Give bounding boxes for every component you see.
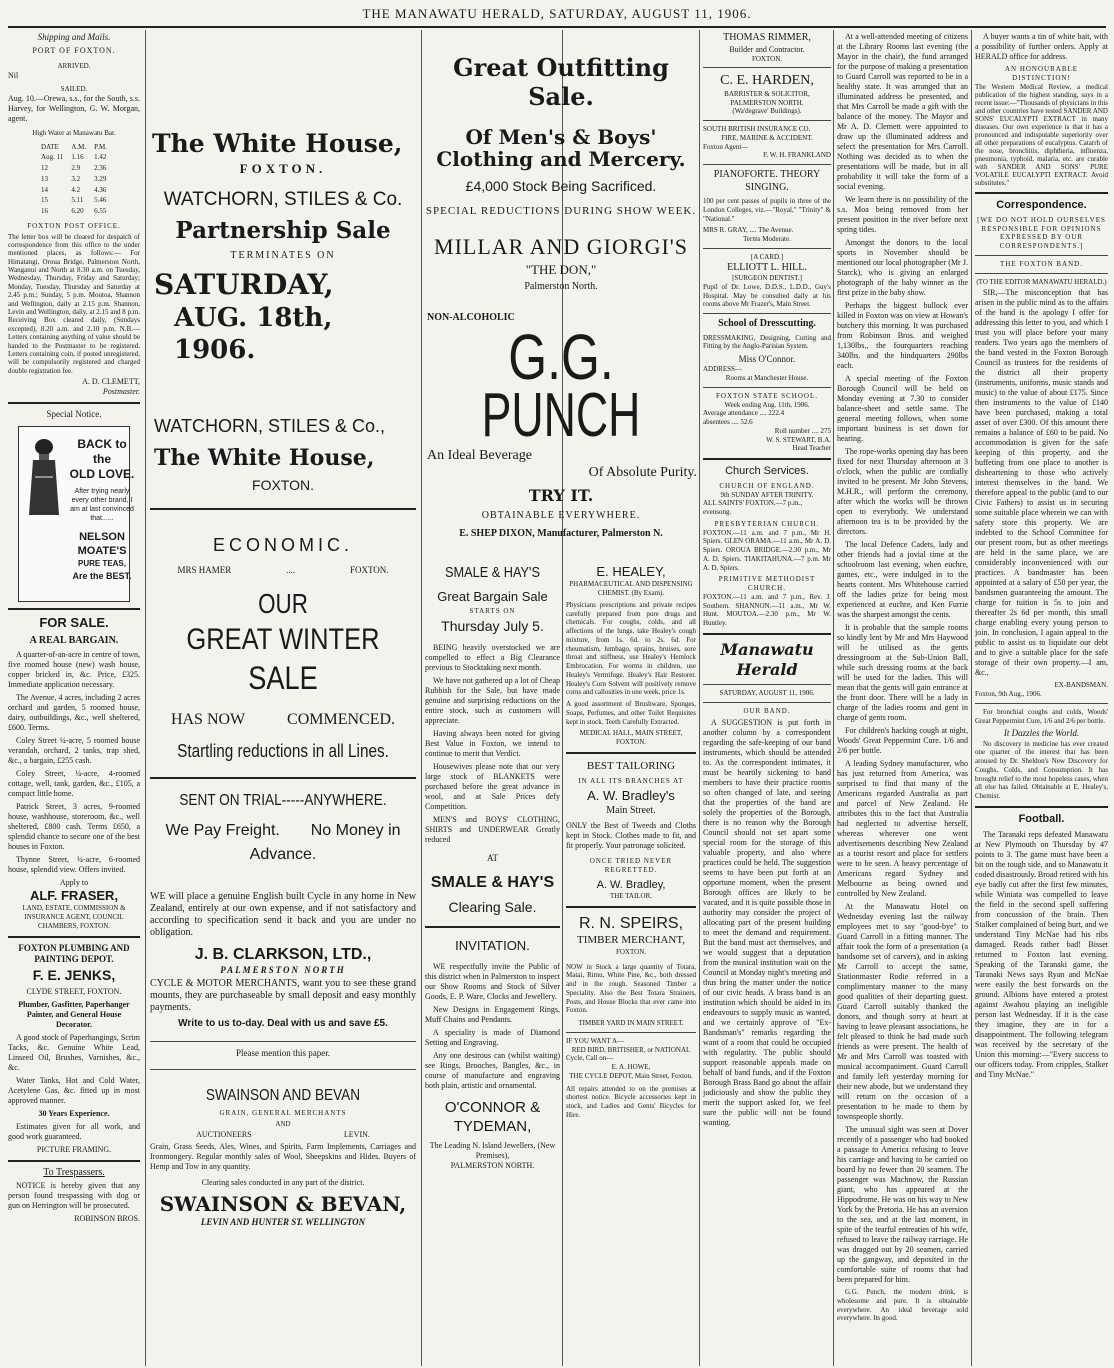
ad-text: We Pay Freight. (165, 821, 280, 839)
section-heading: Correspondence. (996, 199, 1087, 212)
paragraph: CYCLE & MOTOR MERCHANTS, want you to see these grand mounts, they are purchaseable by small deposit and easy monthly payments. (150, 978, 416, 1013)
section-heading: Special Notice. (46, 409, 102, 420)
column-rule (421, 30, 422, 1366)
disclaimer: [WE DO NOT HOLD OURSELVES RESPONSIBLE FOR OPINIONS EXPRESSED BY OUR CORRESPONDENTS.] (977, 215, 1106, 251)
paragraph: ONLY the Best of Tweeds and Cloths kept in Stock. Clothes made to fit, and fit properly. Your patronage solicited. (566, 821, 696, 850)
masthead-rule (8, 26, 1106, 28)
ad-text: Write to us to-day. Deal with us and save £5. (178, 1018, 388, 1029)
ad-text: .... (286, 564, 296, 575)
table-row (38, 175, 110, 184)
ad-text: LEVIN AND HUNTER ST. WELLINGTON (200, 1217, 366, 1228)
ad-headline: BEST TAILORING (586, 759, 676, 772)
article-body: For children's hacking cough at night, Woods' Great Peppermint Cure. 1/6 and 2/6 per bottle. (837, 726, 968, 755)
divider (150, 508, 416, 510)
ad-text: IN ALL ITS BRANCHES AT (578, 776, 684, 785)
paragraph: Grain, Grass Seeds, Ales, Wines, and Spirits, Farm Implements, Carriages and Ironmongery. Regular monthly sales of Wool, Sheepskins and Hides. Buyers of Hemp and Tow in any quantity. (150, 1142, 416, 1172)
table-cell: Aug. 11 (41, 153, 64, 162)
ad-headline: Great Bargain Sale (437, 588, 548, 604)
ad-text: Of Absolute Purity. (588, 465, 697, 480)
ad-text: TRY IT. (528, 485, 594, 505)
section-heading: FOXTON PLUMBING AND PAINTING DEPOT. (18, 942, 130, 964)
ad-text: (Wa'degrave' Buildings). (732, 107, 802, 116)
column-1 (8, 32, 140, 1364)
ad-text: COMMENCED. (287, 711, 396, 729)
ad-text: Miss O'Connor. (738, 354, 796, 364)
ad-text-row (150, 565, 416, 576)
ad-headline: ECONOMIC. (212, 535, 353, 555)
ad-text-row (150, 710, 416, 730)
ad-headline: Great Outfitting Sale. (453, 53, 669, 111)
table-cell: 6.55 (94, 207, 107, 215)
table-cell: 16 (41, 207, 49, 215)
ad-text: "THE DON," (525, 262, 597, 278)
signature: W. S. STEWART, B.A. (766, 435, 831, 444)
article-body: At the Manawatu Hotel on Wednesday evening last the railway employees met to say "good-bye" to Guard Carroll in a fitting manner. The affair took the form of a presentation (a handsome set of carvers), and in asking Mr Carroll to accept the same, Stationmaster Rodie referred in a complimentary manner to the many good qualities of their departing guest. Guard Carroll suitably thanked the donors, and though sorry at heart at having to leave pleasant associations, he felt pleased to think he had made such friends as were present. The health of Mr and Mrs Carroll was toasted with musical accompaniment. Guard Carroll and family left yesterday morning for their new abode, but we understand they will return on the occasion of a presentation to be made to them by townspeople shortly. (837, 902, 968, 1121)
article-heading: THE FOXTON BAND. (1000, 259, 1083, 268)
paragraph: Pupil of Dr. Lowe, D.D.S., L.D.D., Guy's Hospital. May be consulted daily at his rooms above Mr Frazer's, Main Street. (703, 282, 831, 309)
section-heading: FOR SALE. (39, 615, 109, 631)
ad-text: Thursday July 5. (441, 617, 544, 634)
article-body: At a well-attended meeting of citizens at the Library Rooms last evening (the Mayor in the chair), the fund arranged for the purpose of making a presentation to Guard Carroll was reported to be in a healthy state. It was arranged that an illuminated address be presented, and that Mrs Carroll be made a gift with the balance of the money. The Mayor and Mr A. D. Clemett were appointed to draw up the illuminated address and select the presentation for Mrs Carroll. Nothing was decided as to when the presentations will be made, but in all probability it will take the form of a social evening. (837, 32, 968, 191)
article-body: A SUGGESTION is put forth in another column by a correspondent regarding the safe-keeping of our band instruments, which should be attended to. As the correspondent intimates, it must be heartily sickening to band members to have their practice rooms so often changed of late, and seeing that the properties of the band are solely the properties of the Borough, there is no reason why the Borough Council should not set apart some special room for the storage of this valuable property, and also where practices could be held. The suggestion seems to have been put forth at an opportune moment, when the present Borough offices are likely to be vacated, and it is quite possible those in authority may consider the project of allocating part of the present building to meet the demand and requirement. But the band must act themselves, and we would suggest that a deputation from the musical institution wait on the Council at Monday night's meeting and thus bring the matter under the notice of our civic heads. A brass band is an institution which should be aided in its endeavours to supply music as wanted, and we certainly approve of "Ex-Bandsman's" remarks regarding the want of a room that could be occupied with regularity. The public should support reasonable appeals made on behalf of band funds, and if the Foxton Borough Brass Band go about the affair judiciously and show the public they merit the support asked for, we feel sure the public will not be found wanting. (703, 718, 831, 1128)
text-line: PICTURE FRAMING. (36, 1144, 112, 1154)
ad-text: TERMINATES ON (230, 250, 336, 261)
ad-text: PURE TEAS, (77, 558, 126, 568)
text-line: 30 Years Experience. (38, 1108, 110, 1118)
text-line: absentees .... 52.6 (703, 418, 753, 426)
text-line: Average attendance .... 222.4 (703, 409, 785, 418)
ad-text: Clearing Sale. (448, 898, 537, 915)
ad-text: RED BIRD, BRITISHER, or NATIONAL (571, 1045, 691, 1054)
divider (975, 806, 1108, 808)
ad-text: BACK to the (77, 437, 127, 467)
dateline: Foxton, 9th Aug., 1906. (975, 690, 1042, 699)
table-header: A.M. (71, 142, 87, 151)
divider (703, 458, 831, 460)
advertiser-details: LAND, ESTATE, COMMISSION & INSURANCE AGENT, COUNCIL CHAMBERS, FOXTON. (22, 904, 126, 930)
ad-headline: G.G. (508, 320, 614, 393)
ad-text: FOXTON. (751, 54, 782, 63)
table-cell: 1.42 (94, 153, 107, 162)
ad-text: SPECIAL REDUCTIONS DURING SHOW WEEK. (425, 205, 697, 218)
woman-figure-illustration (27, 437, 61, 519)
ad-headline: SALE (248, 660, 318, 697)
section-heading: Church Services. (725, 465, 809, 477)
subheading: SAILED. (60, 85, 88, 93)
table-cell: 13 (41, 174, 49, 183)
text-line: Roll number .... 275 (774, 426, 831, 435)
ad-headline: Partnership Sale (175, 217, 391, 245)
advertiser-name: E. HEALEY, (596, 564, 666, 579)
ad-text: WATCHORN, STILES & Co. (163, 188, 403, 210)
section-heading: FOXTON POST OFFICE. (27, 221, 121, 230)
divider (703, 67, 831, 68)
advertiser-name: R. N. SPEIRS, (578, 915, 684, 932)
ad-text: AT (487, 853, 498, 864)
paragraph: A speciality is made of Diamond Setting and Engraving. (425, 1028, 560, 1048)
paragraph: Having always been noted for giving Best Value in Foxton, we intend to continue to merit that Verdict. (425, 729, 560, 759)
ad-text: Terms Moderate. (743, 235, 791, 243)
ad-headline: Of Men's & Boys' Clothing and Mercery. (436, 124, 686, 171)
column-5 (703, 32, 831, 1364)
ad-headline: AUG. 18th, 1906. (174, 302, 333, 365)
list-item: Coley Street, ¼-acre, 4-roomed cottage, well, tank, garden, &c., £105, a compact little home. (8, 769, 140, 799)
divider (566, 1032, 696, 1033)
ad-headline: GREAT WINTER (186, 622, 380, 656)
table-cell: 1.16 (71, 153, 84, 162)
tea-advertisement (18, 426, 135, 602)
advertiser-name: ELLIOTT L. HILL. (727, 261, 807, 273)
divider (703, 633, 831, 635)
divider (8, 608, 140, 610)
text-line: ALL SAINTS' FOXTON.—7 p.m., evensong. (703, 499, 803, 516)
divider (8, 1160, 140, 1162)
table-row (38, 186, 110, 195)
ad-text: No Money in (310, 821, 401, 839)
divider (703, 248, 831, 249)
ad-text: STARTS ON (469, 607, 516, 615)
paragraph: FOXTON.—11 a.m. and 7 p.m., Mr H. Spiers. GLEN ORAMA.—11 a.m., Mr A. D. Spiers. OROUA BRIDGE.—2.30 p.m., Mr A. D. Spiers. TIAKITAHUNA.—7 p.m. Mr A. D. Spiers. (703, 528, 831, 572)
table-cell: 2.9 (71, 164, 81, 172)
ad-text: [A CARD.] (750, 252, 784, 261)
advertiser-name: SMALE & HAY'S (444, 564, 541, 581)
ad-text: F. W. H. FRANKLAND (763, 151, 831, 160)
paragraph: A good assortment of Brushware, Sponges, Soaps, Perfumes, and other Toilet Requisites kept in stock. Teeth Carefully Extracted. (566, 700, 696, 726)
ad-text: AUCTIONEERS (196, 1130, 252, 1140)
section-heading: INVITATION. (455, 938, 530, 953)
subheading: CHURCH OF ENGLAND. (719, 481, 815, 490)
ad-text: MRS HAMER (177, 564, 232, 575)
advertiser-name: THOMAS RIMMER, (723, 32, 811, 43)
divider (703, 164, 831, 165)
table-header-row (38, 143, 110, 152)
table-cell: 3.29 (94, 174, 107, 183)
divider (975, 192, 1108, 194)
ad-text: PALMERSTON NORTH. (450, 1160, 535, 1170)
ad-text: FOXTON. (615, 947, 646, 956)
ad-text: ONCE TRIED NEVER REGRETTED. (589, 857, 673, 874)
ad-text: NELSON MOATE'S (77, 531, 127, 558)
text-line: Nil (8, 71, 19, 80)
divider (150, 777, 416, 779)
text-line: Plumber, Gasfitter, Paperhanger Painter, and General House Decorator. (18, 999, 130, 1029)
paragraph: MEN'S and BOYS' CLOTHING, SHIRTS and UNDERWEAR Greatly reduced (425, 815, 560, 845)
article-body: A special meeting of the Foxton Borough Council will be held on Monday evening at 7.30 to consider balance-sheet and settle same. The general meeting follows, when some important business is set down for hearing. (837, 374, 968, 443)
paragraph: We have not gathered up a lot of Cheap Rubbish for the Sale, but have made genuine and surprising reductions on the entire stock, such as customers will appreciate. (425, 676, 560, 726)
advertiser-name: F. E. JENKS, (32, 967, 116, 984)
masthead: THE MANAWATU HERALD, SATURDAY, AUGUST 11, 1906. (362, 6, 752, 21)
ad-headline: School of Dresscutting. (718, 318, 816, 329)
table-header: P.M. (94, 142, 107, 151)
divider (703, 387, 831, 388)
ad-text: PHARMACEUTICAL AND DISPENSING CHEMIST. (By Exam). (569, 580, 693, 597)
divider (703, 120, 831, 121)
ad-text: Advance. (249, 845, 317, 863)
column-rule (971, 30, 972, 1366)
paragraph: WE will place a genuine English built Cycle in any home in New Zealand, entirely at our own expense, and if not satisfactory and according to specification send it back and you are under no obligation. (150, 890, 416, 938)
ad-text: Please mention this paper. (236, 1047, 330, 1058)
ad-text: FOXTON. (239, 161, 327, 177)
table-cell: 2.36 (94, 164, 107, 172)
article-body: It is probable that the sample rooms so kindly lent by Mr and Mrs Haywood will be utilised as the gents dressingroom at the Sub-Union Ball, while such dressing rooms at the back will be used for the ladies. This will mean that the gents will gain entrance at the front door. There will be a lady in charge of the ladies rooms and gent in charge of gents room. (837, 623, 968, 722)
advertiser-name: SOUTH BRITISH INSURANCE CO. (703, 125, 811, 133)
signature-title: Head Teacher (792, 444, 831, 453)
dateline: SATURDAY, AUGUST 11, 1906. (719, 688, 815, 697)
advertiser-name: A. W. Bradley, (596, 878, 666, 891)
signature: A. D. CLEMETT, (82, 377, 140, 387)
ad-headline: PUNCH (481, 380, 641, 450)
ad-headline: OUR (258, 587, 308, 619)
advertiser-name: SMALE & HAY'S (430, 873, 555, 891)
newspaper-title: Manawatu Herald (720, 639, 814, 679)
article-heading: AN HONOURABLE DISTINCTION! (1004, 65, 1079, 82)
ad-text: PALMERSTON NORTH. (730, 98, 804, 107)
article-body: The Western Medical Review, a medical publication of the highest standing, says in a recent issue:—"Thousands of physicians in this and other countries have tested SANDER AND SONS' EUCALYPTI EXTRACT in many diseases. Our own experience is that it has a pronounced and indisputable superiority over all other preparations of eucalyptus. Catarrh of the nose, bronchitis, diphtheria, influenza, pneumonia, typhoid, malaria, etc. are curable with SANDER AND SONS' PURE VOLATILE EUCALYPTI EXTRACT. Avoid substitutes." (975, 82, 1108, 188)
ad-text: TIMBER MERCHANT, (577, 934, 685, 946)
ad-text: Palmerston North. (524, 280, 598, 292)
table-cell: 6.20 (71, 207, 84, 215)
section-heading: Football. (1018, 812, 1065, 825)
ad-text: After trying nearly every other brand, I am at last convinced that...... (70, 488, 134, 522)
article-body: A leading Sydney manufacturer, who has just returned from America, was surprised to find that many of the Americans regarded Australia as part and parcel of New Zealand. He attributes this to the fact that Australia had neglected to advertise herself, whereas wherever one went advertisements describing New Zealand as a tourist resort and place for settlers were to be seen. A heavy percentage of Americans regard Sydney and Melbourne as being owned and controlled by New Zealand. (837, 759, 968, 898)
ad-text: OBTAINABLE EVERYWHERE. (481, 509, 641, 521)
divider (566, 752, 696, 754)
article-heading: It Dazzles the World. (1003, 728, 1080, 739)
ad-text: AND (275, 1119, 291, 1128)
table-cell: 5.46 (94, 196, 107, 205)
column-7 (975, 32, 1108, 1364)
column-rule (145, 30, 146, 1366)
article-body: Amongst the donors to the local sports in November should be mentioned our local photographer (Mr J. Starck), who is giving an enlarged photograph of the baby winner as the first prize in the baby show. (837, 238, 968, 297)
article-body: G.G. Punch, the modern drink, is wholesome and pure. It is obtainable everywhere. An ideal beverage sold everywhere. Its good. (837, 1288, 968, 1323)
ad-text: OLD LOVE. (69, 467, 135, 482)
ad-text: FOXTON. (349, 564, 389, 575)
paragraph: BEING heavily overstocked we are compelled to effect a Big Clearance previous to Stocktaking next month. (425, 643, 560, 673)
ad-headline: The White House, (152, 129, 403, 158)
table-row (38, 153, 110, 162)
advertiser-name: ALF. FRASER, (29, 888, 119, 904)
divider (425, 926, 560, 928)
paragraph: Water Tanks, Hot and Cold Water, Acetylene Gas, &c. fitted up in most approved manner. (8, 1075, 140, 1105)
table-cell: 4.36 (94, 185, 107, 194)
paragraph: WE respectfully invite the Public of this district when in Palmerston to inspect our Show Rooms and Stock of Silver Goods, E. P. Ware, Clocks and Jewellery. (425, 962, 560, 1002)
article-body: The Taranaki reps defeated Manawatu at New Plymouth on Thursday by 47 points to 3. The game must have been a bit on the tough side, and so Manawatu it coded disastrously. Broad retired with his eye badly cut after the first few minutes, while Winiata was compelled to leave the field in the second spell suffering from concussion of the brain. Then Stalker complained of being hurt, and we understand Tiny McNae had his ribs damaged. Reads rather bad! Bisset returned to Foxton last evening. Speaking of the Taranaki game, the Taranaki News says Ryan and McNae were easily the best forwards on the ground. Albions have entered a protest against Awahou playing an ineligible person last Wednesday. If it is the case they imagine, they are in for a disappointment. The following telegram was received by the secretary of the Union this morning:—"Every success to our officers today. From cripples, Stalker and Tiny McNae." (975, 829, 1108, 1079)
article-body: No discovery in medicine has ever created one quarter of the interest that has been aroused by Dr. Sheldon's New Discovery for Coughs, Colds, and Consumption. It has brought relief to the most hopeless cases, when all else has failed. Obtainable at E. Healey's, Chemist. (975, 739, 1108, 801)
signature: EX-BANDSMAN. (1054, 681, 1108, 690)
ad-text: THE TAILOR. (609, 892, 653, 901)
paragraph: The letter box will be cleared for despatch of correspondence from this office to the under mentioned places, as follows:— For Himatangi, Oroua Bridge, Palmerston North, Wanganui and North at 8.30 a.m. on Tuesday, Wednesday, Thursday, Friday and Saturday; Monday, Tuesday, Thursday and Saturday at 2.45 p.m.; Sunday, 5 p.m. Moutoa, Shannon and Wellington, daily at 2.15 p.m. Shannon, Levin and Wellington, daily, at 2.15 and 8 p.m. Receiving Box cleared daily, (Sundays excepted), 8.20 a.m. and 2.10 p.m. N.B.—Letters containing anything of value should be handed to the Postmaster to be registered. Letters containing coin, if posted unregistered, will be compulsorily registered and charged double registration fee. (8, 232, 140, 375)
divider (975, 255, 1108, 256)
ad-headline: The White House, (154, 445, 375, 471)
table-cell: 4.2 (71, 185, 81, 194)
article-body: Perhaps the biggest bullock ever killed in Foxton was on view at Howan's butchery this morning. It was purchased from Robinson Bros. and weighed 1,130lbs., the fourquarters reaching 340lbs. and the hindquarters 290lbs each. (837, 301, 968, 370)
ad-text: The Leading N. Island Jewellers, (New Premises), (429, 1140, 556, 1160)
article-heading: OUR BAND. (743, 706, 791, 715)
ad-text: TIMBER YARD IN MAIN STREET. (578, 1019, 684, 1027)
advertiser-name: J. B. CLARKSON, LTD., (194, 945, 372, 963)
ad-text: Rooms at Manchester House. (725, 374, 809, 382)
divider (703, 684, 831, 685)
column-rule (699, 30, 700, 1366)
paragraph: Housewives please note that our very large stock of BLANKETS were purchased before the great advance in wool, and at Sale Prices defy Competition. (425, 762, 560, 812)
text-line: Apply to (59, 878, 89, 888)
ad-text: WATCHORN, STILES & Co., (154, 415, 386, 436)
article-body: The unusual sight was seen at Dover recently of a passenger who had booked a passage to America refusing to leave his carriage and having to be carried on board by no fewer than 20 seamen. The passenger was Machnow, the Russian giant, who has appeared at the Hippodrome. He was on his way to New York by the Pretoria. He has an aversion to the sea, and at the last moment, in spite of the tearful entreaties of his wife, refused to leave the railway carriage. He was dragged out by 20 seamen, carried up the gangway, and deposited in the comfortable suite of rooms that had been prepared for him. (837, 1125, 968, 1284)
ad-text: GRAIN, GENERAL MERCHANTS (219, 1108, 347, 1117)
divider (566, 906, 696, 908)
table-row (38, 164, 110, 173)
ad-text: An Ideal Beverage (427, 447, 532, 463)
paragraph: All repairs attended to on the premises at shortest notice. Bicycle accessories kept in stock, and Ladies and Gents' Bicycles for Hire. (566, 1084, 696, 1119)
signature-title: Postmaster. (102, 387, 140, 397)
table-cell: 12 (41, 164, 49, 172)
ad-text: LEVIN. (343, 1130, 370, 1140)
signature: ROBINSON BROS. (74, 1214, 140, 1224)
section-heading: Shipping and Mails. (37, 32, 111, 42)
table-row (38, 207, 110, 216)
table-cell: 14 (41, 185, 49, 194)
ad-headline: SATURDAY, (154, 267, 334, 301)
ad-text: HAS NOW (170, 711, 246, 729)
ad-text: Main Street. (606, 804, 656, 816)
list-item: Patrick Street, 3 acres, 9-roomed house, washhouse, storeroom, &c., well sheltered, £800 cash. Terms £650, a splendid chance to secure one of the best houses in Foxton. (8, 802, 140, 852)
ad-text: £4,000 Stock Being Sacrificed. (465, 177, 657, 194)
advertiser-name: A. W. Bradley's (587, 788, 675, 804)
divider (703, 313, 831, 314)
paragraph: Any one desirous can (whilst waiting) see Rings, Brooches, Bangles, &c., in course of manufacture and engraving both plain, artistic and ornamental. (425, 1051, 560, 1091)
ad-text: Cycle, Call on— (566, 1054, 614, 1063)
advertiser-name: O'CONNOR & TYDEMAN, (444, 1099, 541, 1135)
divider (150, 1041, 416, 1042)
tide-table (36, 141, 112, 218)
paragraph: NOW in Stock a large quantity of Totara, Matai, Rimu, White Pine, &c., both dressed and in the rough. Seasoned Timber a Speciality. Also the Best Totara Strainers, Posts, and House Blocks that ever came into Foxton. (566, 962, 696, 1015)
ad-text: [SURGEON DENTIST.] (732, 274, 802, 282)
table-header: DATE (41, 142, 59, 151)
divider (975, 273, 1108, 274)
section-heading: FOXTON STATE SCHOOL. (716, 391, 818, 400)
text-line: (TO THE EDITOR MANAWATU HERALD.) (976, 277, 1107, 286)
paragraph: NOTICE is hereby given that any person found trespassing with dog or gun on Herrington will be prosecuted. (8, 1181, 140, 1211)
advertiser-name: SWAINSON & BEVAN, (159, 1192, 407, 1217)
divider (8, 402, 140, 404)
section-heading: PORT OF FOXTON. (32, 46, 116, 56)
list-item: Coley Street ¼-acre, 5 roomed house verandah, orchard, 2 tanks, trap shed, &c., a bargain, £255 cash. (8, 736, 140, 766)
subheading: 9th SUNDAY AFTER TRINITY. (720, 490, 814, 499)
table-row (38, 196, 110, 205)
divider (150, 1069, 416, 1070)
ad-text: PALMERSTON NORTH (220, 964, 346, 975)
article-body: For bronchial coughs and colds, Woods' Great Peppermint Cure, 1/6 and 2/6 per bottle. (975, 707, 1108, 725)
advertiser-name: C. E. HARDEN, (720, 73, 814, 89)
column-4 (566, 564, 696, 1364)
paragraph: 100 per cent passes of pupils in three of the London Colleges, viz.—"Royal," "Trinity" & "National." (703, 197, 831, 223)
ad-text: FIRE, MARINE & ACCIDENT. (721, 133, 813, 142)
paragraph: New Designs in Engagement Rings, Muff Chains and Pendants. (425, 1005, 560, 1025)
article-body: The rope-works opening day has been fixed for next Thursday afternoon at 3 o'clock, when the public are cordially invited to be present. Mr John Stevens, M.H.R., will perform the ceremony, after which the works will be thrown open to everybody. We understand afternoon tea is to be provided by the directors. (837, 447, 968, 536)
table-cell: 5.11 (71, 196, 84, 205)
divider (703, 702, 831, 703)
ad-text-row (150, 1130, 416, 1140)
table-cell: 3.2 (71, 174, 81, 183)
column-6 (837, 32, 968, 1364)
paragraph: Physicians prescriptions and private recipes carefully prepared from pure drugs and chemicals. For coughs, colds, and all affections of the lungs, take Healey's cough mixture, from 1s. 6d. to 2s. 6d. For rheumatism, lumbago, sprains, bruises, sore throat and stiffness, use Healey's Hemlock Embrocation. For worms in children, use Healey's Vermifuge. Healey's Hair Restorer. Healey's Corn Solvent will positively remove corns and callosities in one week, price 1s. (566, 600, 696, 697)
list-item: A quarter-of-an-acre in centre of town, five roomed house (new) wash house, copper bricked in, &c. Price, £325. Immediate application necessary. (8, 650, 140, 690)
ad-text: NON-ALCOHOLIC (427, 312, 515, 323)
subheading: PRIMITIVE METHODIST CHURCH. (718, 575, 816, 592)
article-body: A buyer wants a tin of white bait, with a possibility of further orders. Apply at HERALD office for address. (975, 32, 1108, 61)
subheading: PRESBYTERIAN CHURCH. (714, 519, 820, 528)
article-body: The local Defence Cadets, lady and other friends had a jovial time at the schoolroom last evening, when euchre, games, etc., were indulged in to the hearts content. Mrs Whitehouse carried off the ladies prize for being most experienced at euchre, and Ken Furrie was the sharpest amongst the cents. (837, 540, 968, 619)
ad-text: Startling reductions in all Lines. (177, 741, 389, 762)
text-line: Week ending Aug. 11th, 1906. (724, 400, 810, 409)
ad-text: BARRISTER & SOLICITOR, (724, 89, 810, 98)
divider (975, 703, 1108, 704)
ad-text: FOXTON. (252, 476, 314, 493)
list-item: Thynne Street, ¼-acre, 6-roomed house, splendid view. Offers invited. (8, 855, 140, 875)
ad-text: E. SHEP DIXON, Manufacturer, Palmerston N. (459, 528, 663, 539)
ad-text: Foxton Agent— (703, 142, 749, 151)
subheading: ARRIVED. (57, 62, 91, 71)
ad-headline: PIANOFORTE. THEORY SINGING. (713, 169, 821, 193)
table-cell: 15 (41, 196, 49, 205)
ad-headline: SENT ON TRIAL-----ANYWHERE. (179, 791, 387, 809)
text-line: CLYDE STREET, FOXTON. (26, 986, 122, 996)
advertiser-name: MILLAR AND GIORGI'S (434, 233, 688, 259)
letter-body: SIR,—The misconception that has arisen in the public mind as to the affairs of the band is the apology I offer for addressing this letter to you, and which I trust you will place before your many readers. Two years ago the members of the band vested in the Foxton Borough Council as trustees for the residents of the district all their property (instruments, uniforms, music stands and music) to the value of about £175. Since then instruments to the value of £140 have been purchased, making a total asset of over £300. Of this amount there remains a balance of £60 to be paid. No accommodation is given for the safe keeping of this property, and the buffeting from one place to another is disheartening to those who actively interest themselves in the band. We therefore appeal to the public (and to our Civic Fathers) to assist us in securing some suitable place wherein we can with safety store this property. We are indebted to the School Committee for our present room, but as other meetings are held in the same place, we are considerably inconvenienced with our practices. A bandmaster has been appointed at a salary of £50 per year, the bandsmen guaranteeing the amount. The charge for tuition is 5s to join and thereafter 2s 6d per month, this small charge enabling every young person to join. In conclusion, I again appeal to the public to assist us to liquidate our debt and to give a suitable place for the safe storage of their own property.—I am, &c., (975, 288, 1108, 678)
ad-text: Clearing sales conducted in any part of the district. (201, 1178, 365, 1188)
paragraph: A good stock of Paperhangings, Scrim Tacks, &c. Genuine White Lead, Linseed Oil, Brushes, Varnishes, &c., &c. (8, 1032, 140, 1072)
advertiser-name: SWAINSON AND BEVAN (205, 1086, 361, 1104)
paragraph: DRESSMAKING, Designing, Cutting and Fitting by the Anglo-Parisian System. (703, 333, 831, 351)
section-heading: To Trespassers. (43, 1166, 105, 1178)
ad-text: THE CYCLE DEPOT, Main Street, Foxton. (569, 1071, 693, 1080)
divider (8, 936, 140, 938)
ad-text: ADDRESS— (703, 365, 742, 374)
list-item: The Avenue, 4 acres, including 2 acres orchard and garden, 5 roomed house, dairy, outbuildings, &c., well sheltered, £600. Terms. (8, 693, 140, 733)
ad-text-row (150, 821, 416, 841)
ad-text: Are the BEST. (72, 570, 132, 581)
article-body: We learn there is no possibility of the s.s. Moa being removed from her present position in the river before next spring tides. (837, 195, 968, 234)
paragraph: FOXTON.—11 a.m. and 7 p.m., Rev. J. Southern. SHANNON.—11 a.m., Mr W. Hunt. MOUTOA.—2.30 p.m., Mr W. Huntley. (703, 592, 831, 627)
ad-text: Builder and Contractor. (729, 44, 805, 54)
ad-text: MRS R. GRAY, .... The Avenue. (703, 226, 794, 235)
advertiser-name: E. A. HOWE, (611, 1063, 651, 1071)
column-2 (150, 32, 416, 1364)
column-rule (833, 30, 834, 1366)
paragraph: Aug. 10.—Orewa, s.s., for the South, s.s. Harvey, for Wellington, G. W. Morgan, agent. (8, 93, 140, 123)
paragraph: Estimates given for all work, and good work guaranteed. (8, 1121, 140, 1141)
section-heading: A REAL BARGAIN. (29, 634, 119, 646)
ad-text: IF YOU WANT A— (566, 1036, 625, 1045)
ad-text: MEDICAL HALL, MAIN STREET, FOXTON. (579, 729, 683, 746)
subheading: High Water at Manawatu Bar. (32, 128, 116, 137)
